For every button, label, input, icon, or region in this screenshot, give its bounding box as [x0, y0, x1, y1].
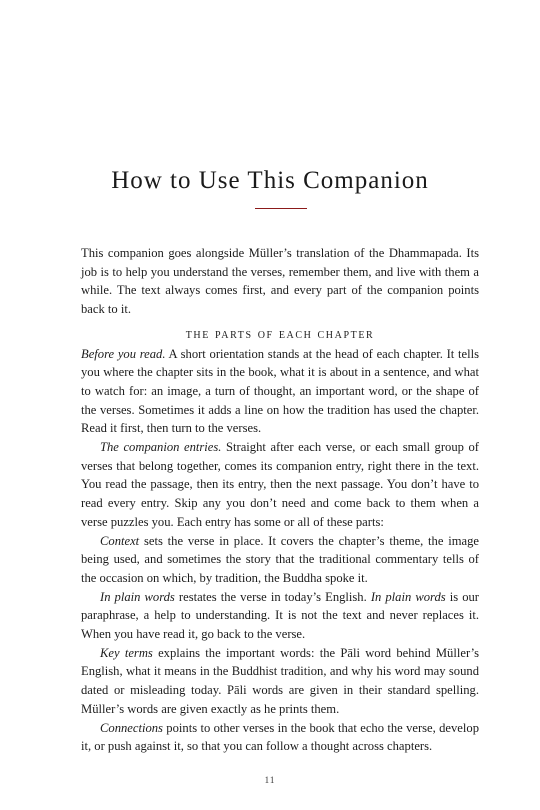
paragraph-lead: In plain words: [100, 589, 175, 604]
paragraph-lead: Connections: [100, 720, 163, 735]
paragraph-before-you-read: [81, 345, 479, 439]
paragraph-text: sets the verse in place. It covers the chapter’s theme, the image being used, and sometimes the story that the traditional commentary tells of the occasion on which, by tradition, the Buddha spoke it.: [81, 533, 479, 585]
paragraph-lead-inline: In plain words: [370, 589, 446, 604]
paragraph-lead: Context: [100, 533, 140, 548]
paragraph-in-plain-words: [81, 588, 479, 644]
paragraph-text: explains the important words: the Pāli word behind Müller’s English, what it means in the Buddhist tradition, and why his word may sound dated or misleading today. Pāli words are given in their standard spelling. Müller’s words are given exactly as he prints them.: [81, 645, 480, 716]
page-title: How to Use This Companion: [111, 167, 429, 194]
paragraph-text: Straight after each verse, or each small group of verses that belong together, comes its companion entry, right there in the text. You read the passage, then its entry, then the next passage. You don’t have to read every entry. Skip any you don’t need and come back to them when a verse puzzles you. Each entry has some or all of these parts:: [81, 440, 479, 529]
paragraph-lead: Key terms: [100, 645, 153, 660]
paragraph-text: restates the verse in today’s English.: [174, 589, 371, 604]
paragraph-key-terms: [81, 644, 479, 719]
paragraph-lead: Before you read.: [81, 346, 166, 361]
page-number: 11: [264, 775, 276, 785]
title-rule: [255, 208, 307, 209]
paragraph-text: A short orientation stands at the head of each chapter. It tells you where the chapter sits in the book, what it is about in a sentence, and what to watch for: an image, a turn of thought, an important word, or the shape of the verses. Sometimes it adds a line on how the tradition has used the chapter. Read it first, then turn to the verses.: [81, 346, 479, 436]
paragraph-text: points to other verses in the book that echo the verse, develop it, or push against it, so that you can follow a thought across chapters.: [81, 720, 479, 754]
paragraph-context: [81, 532, 479, 588]
paragraph-lead: The companion entries.: [100, 440, 222, 455]
body-text: [81, 244, 479, 756]
section-heading: the parts of each chapter: [185, 326, 375, 342]
paragraph-connections: [81, 719, 479, 756]
intro-paragraph: This companion goes alongside Müller’s translation of the Dhammapada. Its job is to help you understand the verses, remember them, and live with them a while. The text always comes first, and every part of the companion points back to it.: [81, 246, 479, 317]
paragraph-text-continued: is our paraphrase, a help to understanding. It is not the text and never replaces it. When you have read it, go back to the verse.: [81, 589, 479, 642]
paragraph-companion-entries: [81, 438, 479, 532]
